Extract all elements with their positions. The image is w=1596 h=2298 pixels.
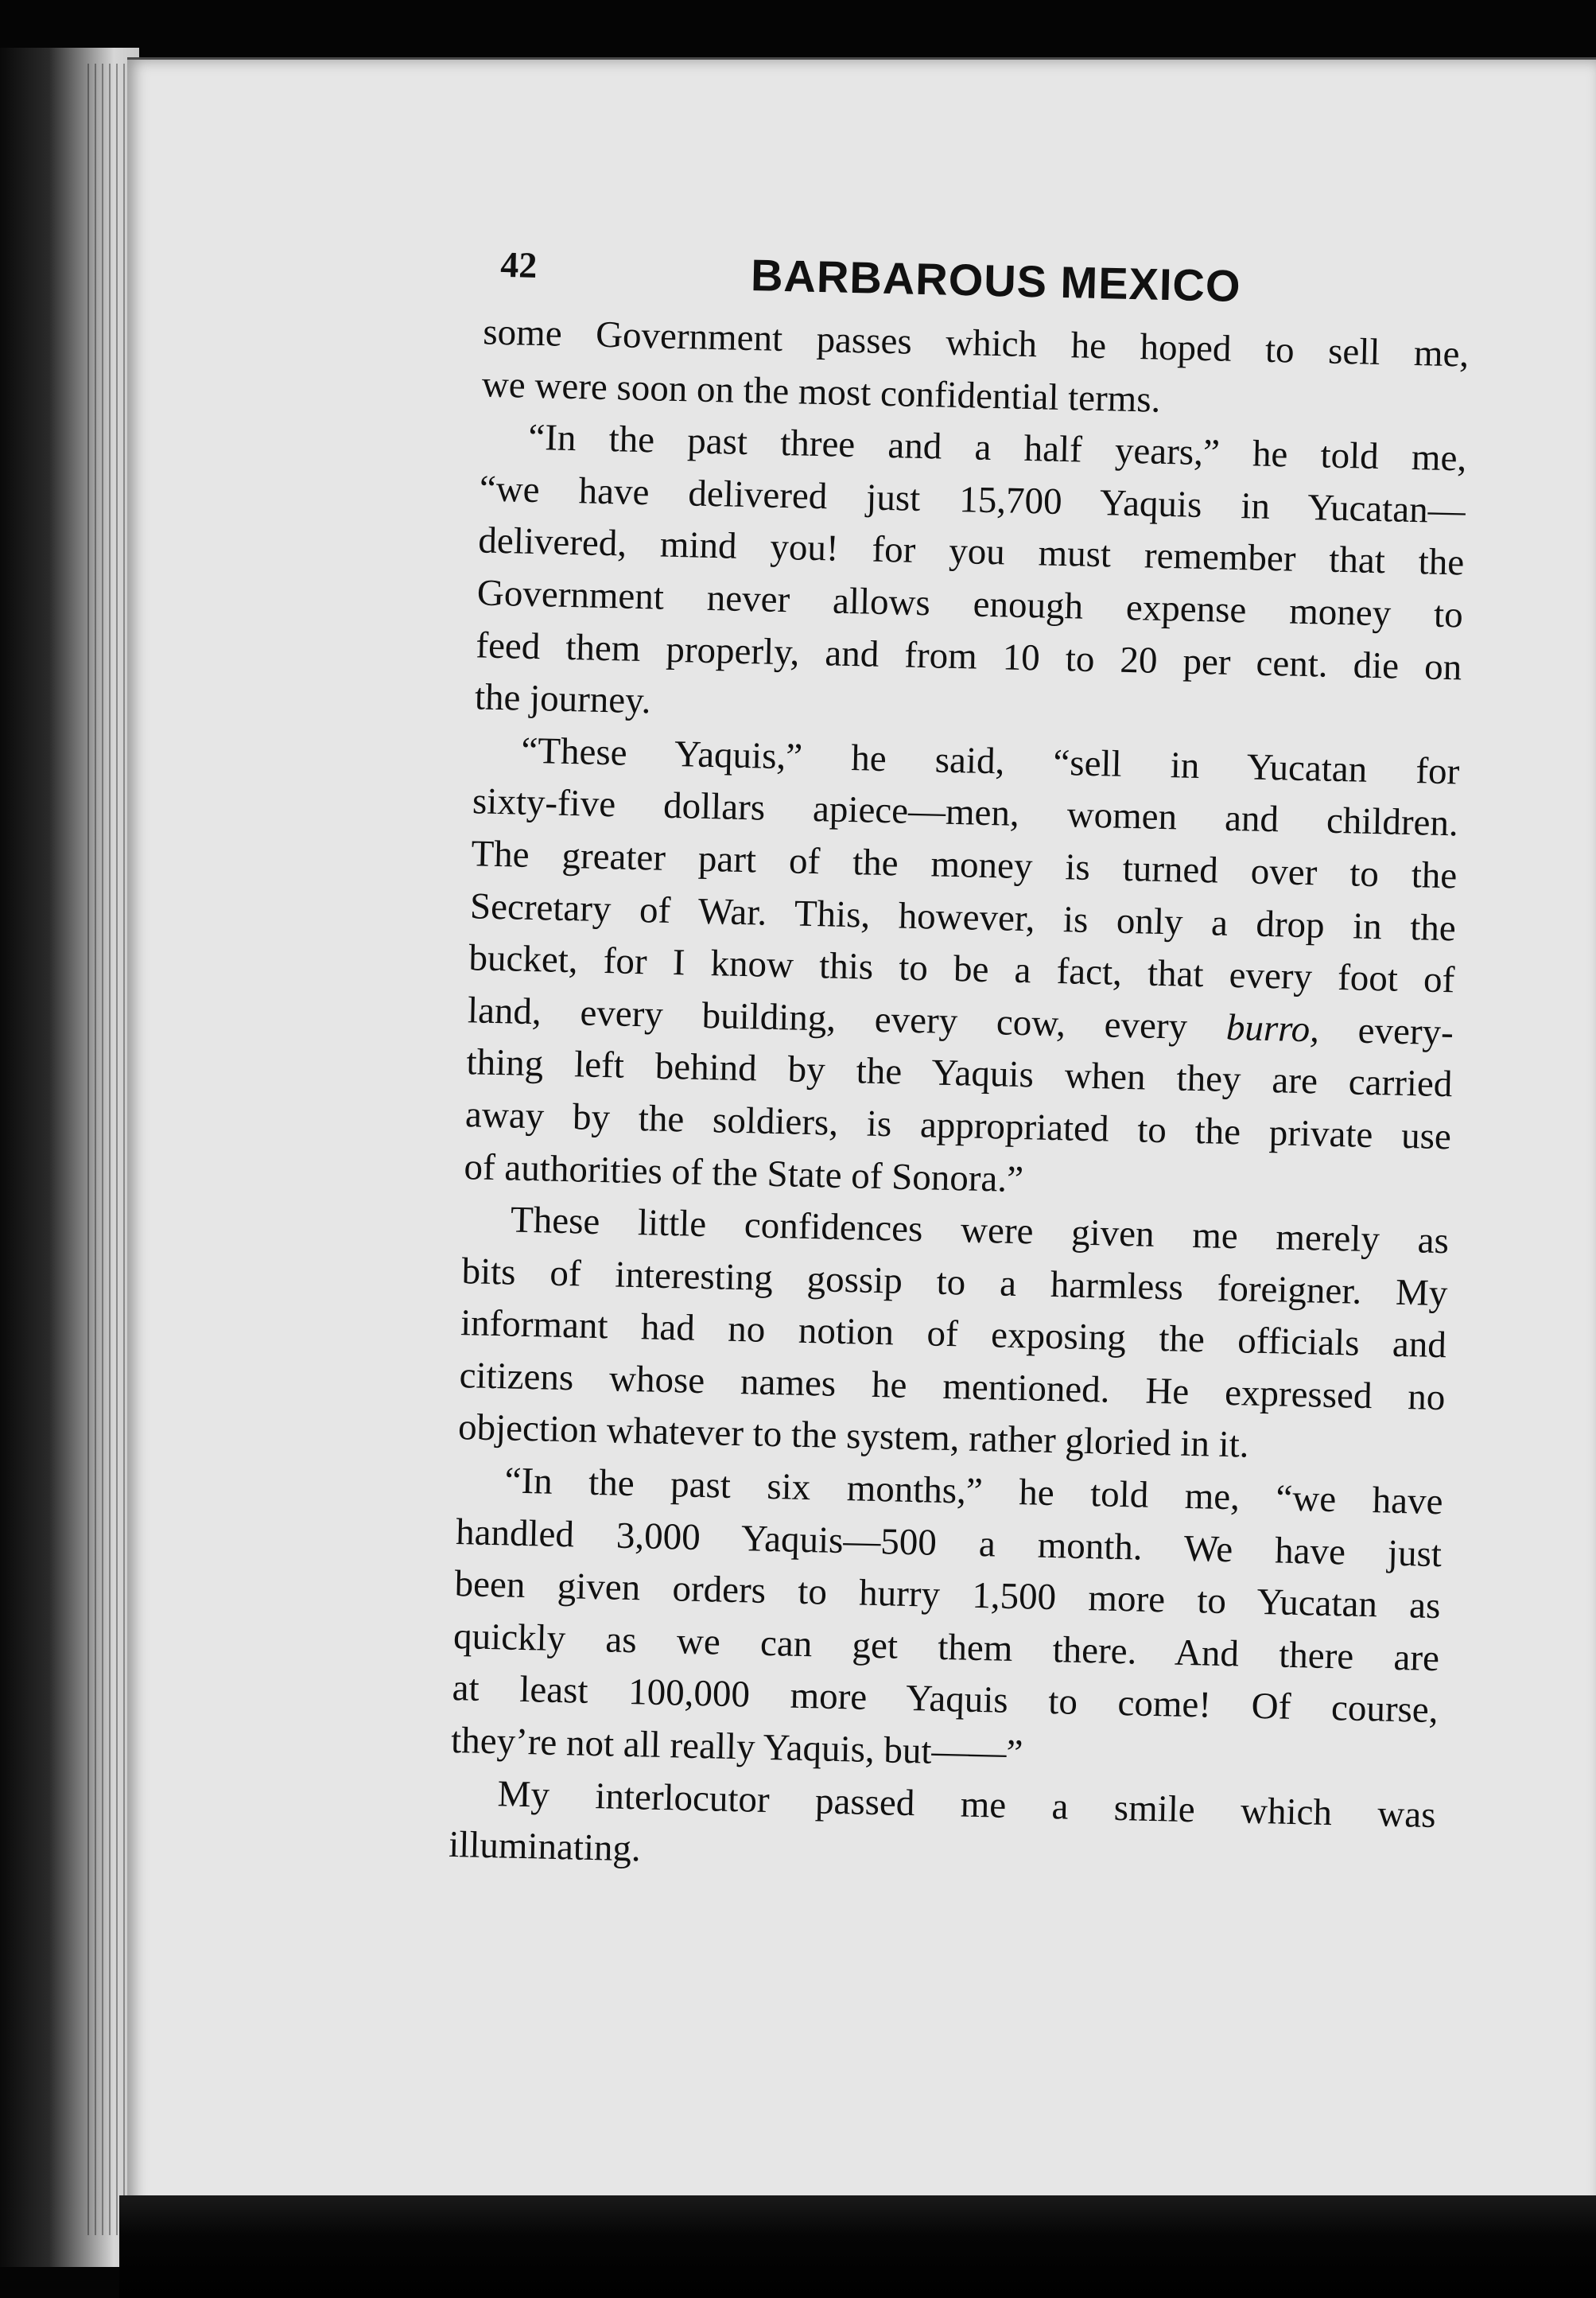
text-line: at least 100,000 more Yaquis to come! Of course, xyxy=(452,1667,1439,1732)
text-line: objection whatever to the system, rather gloried in it. xyxy=(457,1406,1250,1467)
text-line: handled 3,000 Yaquis—500 a month. We have just xyxy=(455,1511,1443,1575)
text-line: “These Yaquis,” he said, “sell in Yucatan for xyxy=(520,729,1460,793)
italic-word: burro, xyxy=(1225,1006,1320,1051)
text-line: Secretary of War. This, however, is only a drop in the xyxy=(469,885,1457,949)
running-title: BARBAROUS MEXICO xyxy=(750,250,1242,312)
text-line: away by the soldiers, is appropriated to the private use xyxy=(464,1094,1452,1158)
body-text xyxy=(433,306,1470,1894)
text-line: delivered, mind you! for you must remember that the xyxy=(477,519,1465,584)
page-number: 42 xyxy=(499,243,538,286)
text-line: “In the past six months,” he told me, “we have xyxy=(504,1460,1443,1523)
text-line: they’re not all really Yaquis, but——” xyxy=(450,1720,1023,1775)
text-line: of authorities of the State of Sonora.” xyxy=(464,1145,1024,1200)
text-line: bucket, for I know this to be a fact, that every foot of xyxy=(468,937,1455,1001)
text-line: Government never allows enough expense money to xyxy=(476,572,1464,636)
text-line: bits of interesting gossip to a harmless foreigner. My xyxy=(461,1250,1448,1314)
text-line: The greater part of the money is turned over to the xyxy=(470,833,1458,897)
text-line: sixty-five dollars apiece—men, women and children. xyxy=(472,780,1459,845)
text-line: some Government passes which he hoped to sell me, xyxy=(482,311,1470,375)
text-line: feed them properly, and from 10 to 20 per cent. die on xyxy=(475,624,1462,689)
text-line: quickly as we can get them there. And there are xyxy=(452,1615,1440,1679)
text-line: citizens whose names he mentioned. He expressed no xyxy=(459,1354,1446,1419)
text-line: informant had no notion of exposing the officials and xyxy=(460,1302,1447,1367)
text-line: illuminating. xyxy=(448,1824,642,1870)
text-line: These little confidences were given me merely as xyxy=(510,1199,1450,1262)
text-line: land, every building, every cow, every burro, every- xyxy=(467,989,1454,1054)
text-line: been given orders to hurry 1,500 more to Yucatan as xyxy=(454,1563,1442,1627)
text-line: the journey. xyxy=(474,676,652,722)
text-line: My interlocutor passed me a smile which was xyxy=(497,1772,1437,1836)
page-text-block xyxy=(433,243,1471,1894)
text-line: “we have delivered just 15,700 Yaquis in Yucatan— xyxy=(479,468,1466,532)
text-line: “In the past three and a half years,” he told me, xyxy=(527,416,1467,480)
page-bottom-shadow xyxy=(119,2195,1596,2298)
text-line: thing left behind by the Yaquis when they are carried xyxy=(466,1041,1453,1106)
text-line: we were soon on the most confidential terms. xyxy=(481,364,1161,421)
